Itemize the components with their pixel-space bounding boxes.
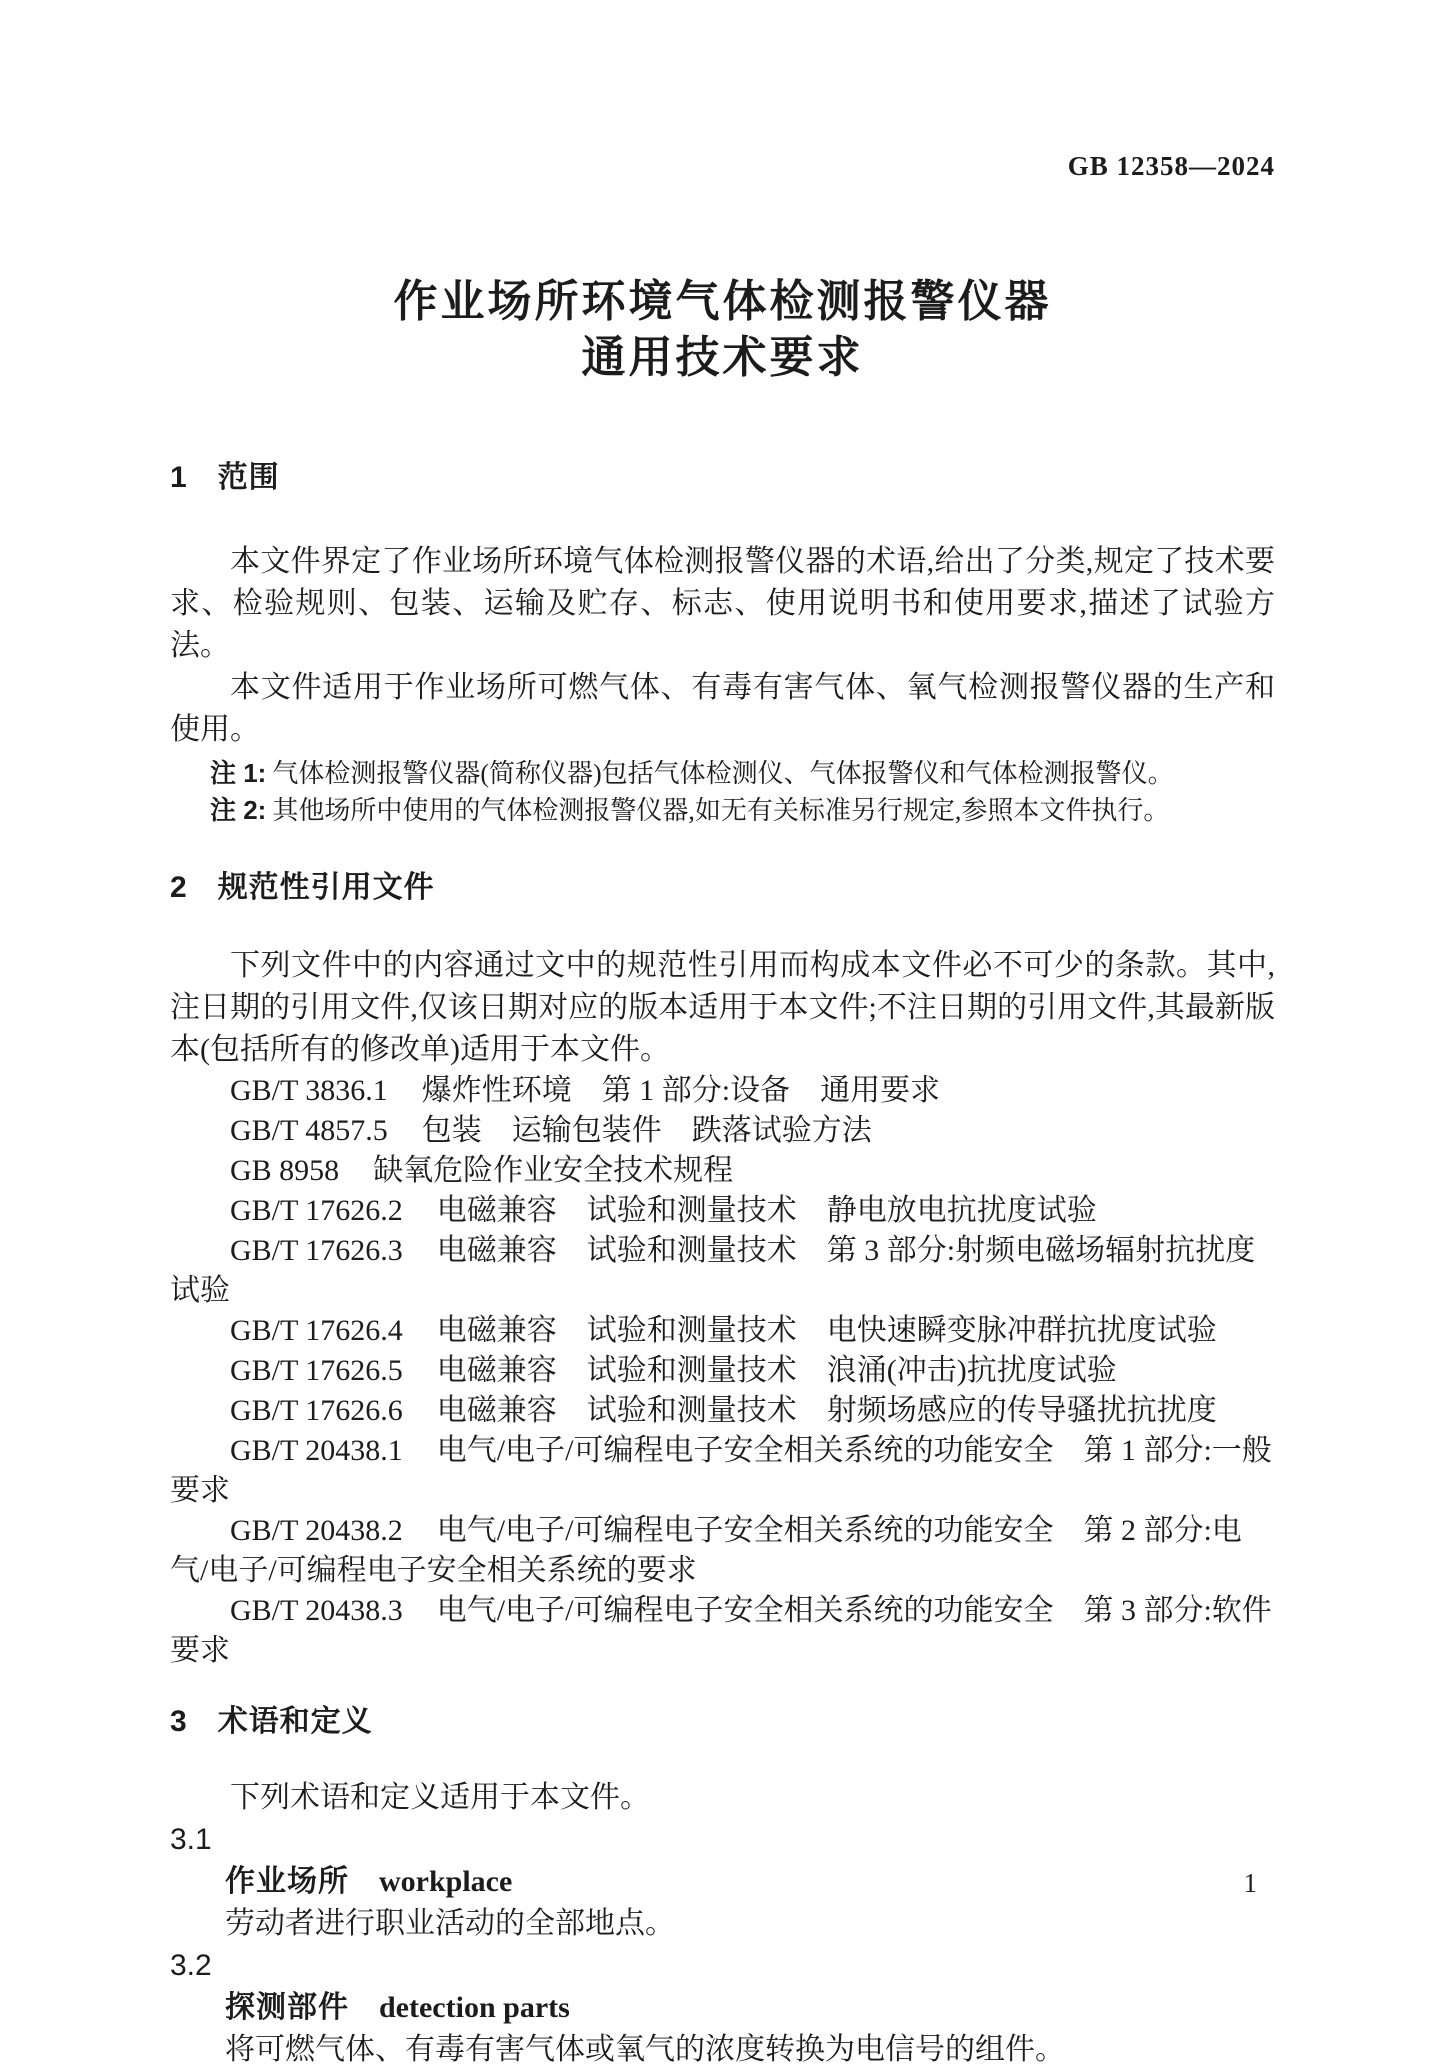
reference-title: 电磁兼容 试验和测量技术 射频场感应的传导骚扰抗扰度 xyxy=(436,1394,1217,1427)
section-scope xyxy=(170,461,1275,829)
reference-code: GB/T 3836.1 xyxy=(230,1074,388,1107)
section-terms-definitions xyxy=(170,1705,1275,2071)
reference-item xyxy=(170,1071,1275,1111)
section2-number: 2 xyxy=(170,871,188,904)
reference-code: GB/T 20438.2 xyxy=(230,1514,403,1547)
doc-title-line2: 通用技术要求 xyxy=(581,333,864,382)
reference-list xyxy=(170,1071,1275,1671)
doc-number: GB 12358—2024 xyxy=(1067,151,1275,181)
scope-note-1 xyxy=(170,755,1275,792)
reference-code: GB/T 17626.6 xyxy=(230,1394,403,1427)
term-name-zh: 探测部件 xyxy=(225,1991,349,2024)
reference-item xyxy=(170,1391,1275,1431)
reference-item xyxy=(170,1511,1275,1591)
reference-item xyxy=(170,1351,1275,1391)
reference-item xyxy=(170,1151,1275,1191)
scope-paragraph-2: 本文件适用于作业场所可燃气体、有毒有害气体、氧气检测报警仪器的生产和使用。 xyxy=(170,671,1275,746)
term-name xyxy=(170,1987,1275,2029)
reference-title: 电气/电子/可编程电子安全相关系统的功能安全 第 3 部分:软件要求 xyxy=(170,1594,1272,1667)
reference-title: 电磁兼容 试验和测量技术 静电放电抗扰度试验 xyxy=(436,1194,1097,1227)
reference-title: 电气/电子/可编程电子安全相关系统的功能安全 第 1 部分:一般要求 xyxy=(170,1434,1272,1507)
reference-code: GB/T 20438.3 xyxy=(230,1594,403,1627)
note2-text: 其他场所中使用的气体检测报警仪器,如无有关标准另行规定,参照本文件执行。 xyxy=(272,796,1170,825)
section3-heading xyxy=(170,1705,1275,1739)
reference-code: GB/T 17626.4 xyxy=(230,1314,403,1347)
term-number: 3.1 xyxy=(170,1823,212,1856)
scope-paragraph-1: 本文件界定了作业场所环境气体检测报警仪器的术语,给出了分类,规定了技术要求、检验规则、包装、运输及贮存、标志、使用说明书和使用要求,描述了试验方法。 xyxy=(170,545,1275,662)
note1-label: 注 1: xyxy=(210,758,267,788)
reference-code: GB/T 17626.2 xyxy=(230,1194,403,1227)
reference-code: GB/T 4857.5 xyxy=(230,1114,388,1147)
term-name xyxy=(170,1861,1275,1903)
term-entry xyxy=(170,1819,1275,1945)
reference-title: 电磁兼容 试验和测量技术 电快速瞬变脉冲群抗扰度试验 xyxy=(436,1314,1217,1347)
reference-title: 电气/电子/可编程电子安全相关系统的功能安全 第 2 部分:电气/电子/可编程电子安全相关系统的要求 xyxy=(170,1514,1242,1587)
reference-code: GB 8958 xyxy=(230,1154,340,1187)
reference-item xyxy=(170,1591,1275,1671)
section3-title: 术语和定义 xyxy=(217,1705,373,1738)
page-number: 1 xyxy=(1243,1868,1257,1898)
reference-code: GB/T 20438.1 xyxy=(230,1434,403,1467)
term-name-en: detection parts xyxy=(379,1991,570,2024)
scope-note-2 xyxy=(170,792,1275,829)
section2-title: 规范性引用文件 xyxy=(217,871,435,904)
reference-title: 电磁兼容 试验和测量技术 浪涌(冲击)抗扰度试验 xyxy=(436,1354,1117,1387)
term-entries xyxy=(170,1819,1275,2071)
doc-title xyxy=(170,274,1275,386)
reference-item xyxy=(170,1191,1275,1231)
reference-item xyxy=(170,1311,1275,1351)
note2-label: 注 2: xyxy=(210,795,267,825)
section-normative-references xyxy=(170,871,1275,1671)
scope-notes xyxy=(170,755,1275,829)
term-definition: 劳动者进行职业活动的全部地点。 xyxy=(225,1907,675,1940)
term-name-en: workplace xyxy=(379,1865,513,1898)
term-number: 3.2 xyxy=(170,1949,212,1982)
term-name-zh: 作业场所 xyxy=(225,1865,349,1898)
reference-title: 爆炸性环境 第 1 部分:设备 通用要求 xyxy=(421,1074,941,1107)
reference-code: GB/T 17626.3 xyxy=(230,1234,403,1267)
note1-text: 气体检测报警仪器(简称仪器)包括气体检测仪、气体报警仪和气体检测报警仪。 xyxy=(272,759,1174,788)
reference-item xyxy=(170,1111,1275,1151)
doc-title-line1: 作业场所环境气体检测报警仪器 xyxy=(393,277,1052,326)
reference-item xyxy=(170,1231,1275,1311)
reference-item xyxy=(170,1431,1275,1511)
document-header xyxy=(170,0,1275,182)
section3-number: 3 xyxy=(170,1705,188,1738)
reference-title: 包装 运输包装件 跌落试验方法 xyxy=(421,1114,872,1147)
references-intro: 下列文件中的内容通过文中的规范性引用而构成本文件必不可少的条款。其中,注日期的引用文件,仅该日期对应的版本适用于本文件;不注日期的引用文件,其最新版本(包括所有的修改单)适用于本文件。 xyxy=(170,949,1275,1066)
term-definition: 将可燃气体、有毒有害气体或氧气的浓度转换为电信号的组件。 xyxy=(225,2033,1065,2066)
reference-code: GB/T 17626.5 xyxy=(230,1354,403,1387)
section2-heading xyxy=(170,871,1275,905)
section1-number: 1 xyxy=(170,461,188,494)
term-entry xyxy=(170,1945,1275,2071)
terms-intro: 下列术语和定义适用于本文件。 xyxy=(230,1781,650,1814)
section1-heading xyxy=(170,461,1275,495)
reference-title: 缺氧危险作业安全技术规程 xyxy=(373,1154,734,1187)
reference-title: 电磁兼容 试验和测量技术 第 3 部分:射频电磁场辐射抗扰度试验 xyxy=(170,1234,1256,1307)
section1-title: 范围 xyxy=(217,461,280,494)
